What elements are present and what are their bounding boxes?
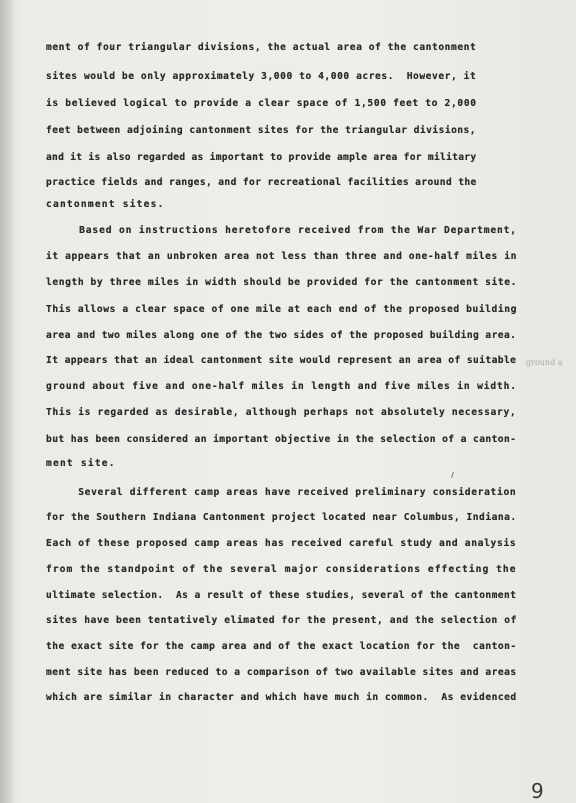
text-line: sites have been tentatively elimated for the present, and the selection of (46, 615, 518, 626)
text-line: ment site. (46, 458, 116, 469)
text-line: length by three miles in width should be provided for the cantonment site. (46, 277, 518, 288)
text-line: but has been considered an important objective in the selection of a canton- (46, 434, 517, 445)
text-line: This is regarded as desirable, although perhaps not absolutely necessary, (46, 407, 517, 418)
page-edge-shadow (0, 0, 14, 803)
text-line: Several different camp areas have received preliminary consideration (46, 487, 517, 498)
page-number: 9 (531, 779, 544, 803)
text-line: sites would be only approximately 3,000 to 4,000 acres. However, it (46, 71, 477, 82)
text-line: area and two miles along one of the two sides of the proposed building area. (46, 330, 517, 341)
text-line: Based on instructions heretofore received from the War Department, (46, 225, 517, 236)
text-line: ground about five and one-half miles in length and five miles in width. (46, 381, 517, 392)
text-line: is believed logical to provide a clear space of 1,500 feet to 2,000 (46, 98, 477, 109)
margin-note: ground a (526, 358, 563, 367)
text-line: it appears that an unbroken area not less than three and one-half miles in (46, 251, 518, 262)
text-line: for the Southern Indiana Cantonment project located near Columbus, Indiana. (46, 512, 517, 523)
text-line: practice fields and ranges, and for recreational facilities around the (46, 177, 477, 188)
text-line: ment site has been reduced to a comparison of two available sites and areas (46, 667, 517, 678)
text-line: feet between adjoining cantonment sites for the triangular divisions, (46, 125, 477, 136)
text-line: Each of these proposed camp areas has received careful study and analysis (46, 538, 517, 549)
text-line: from the standpoint of the several major considerations effecting the (46, 564, 517, 575)
text-line: ultimate selection. As a result of these studies, several of the cantonment (46, 590, 517, 601)
text-line: the exact site for the camp area and of the exact location for the canton- (46, 641, 517, 652)
text-line: and it is also regarded as important to provide ample area for military (46, 152, 477, 163)
text-line: which are similar in character and which have much in common. As evidenced (46, 692, 517, 703)
text-line: It appears that an ideal cantonment site would represent an area of suitable (46, 355, 517, 366)
paper-mark (451, 472, 454, 478)
text-line: cantonment sites. (46, 199, 165, 210)
text-line: ment of four triangular divisions, the actual area of the cantonment (46, 42, 477, 53)
text-line: This allows a clear space of one mile at each end of the proposed building (46, 304, 518, 315)
